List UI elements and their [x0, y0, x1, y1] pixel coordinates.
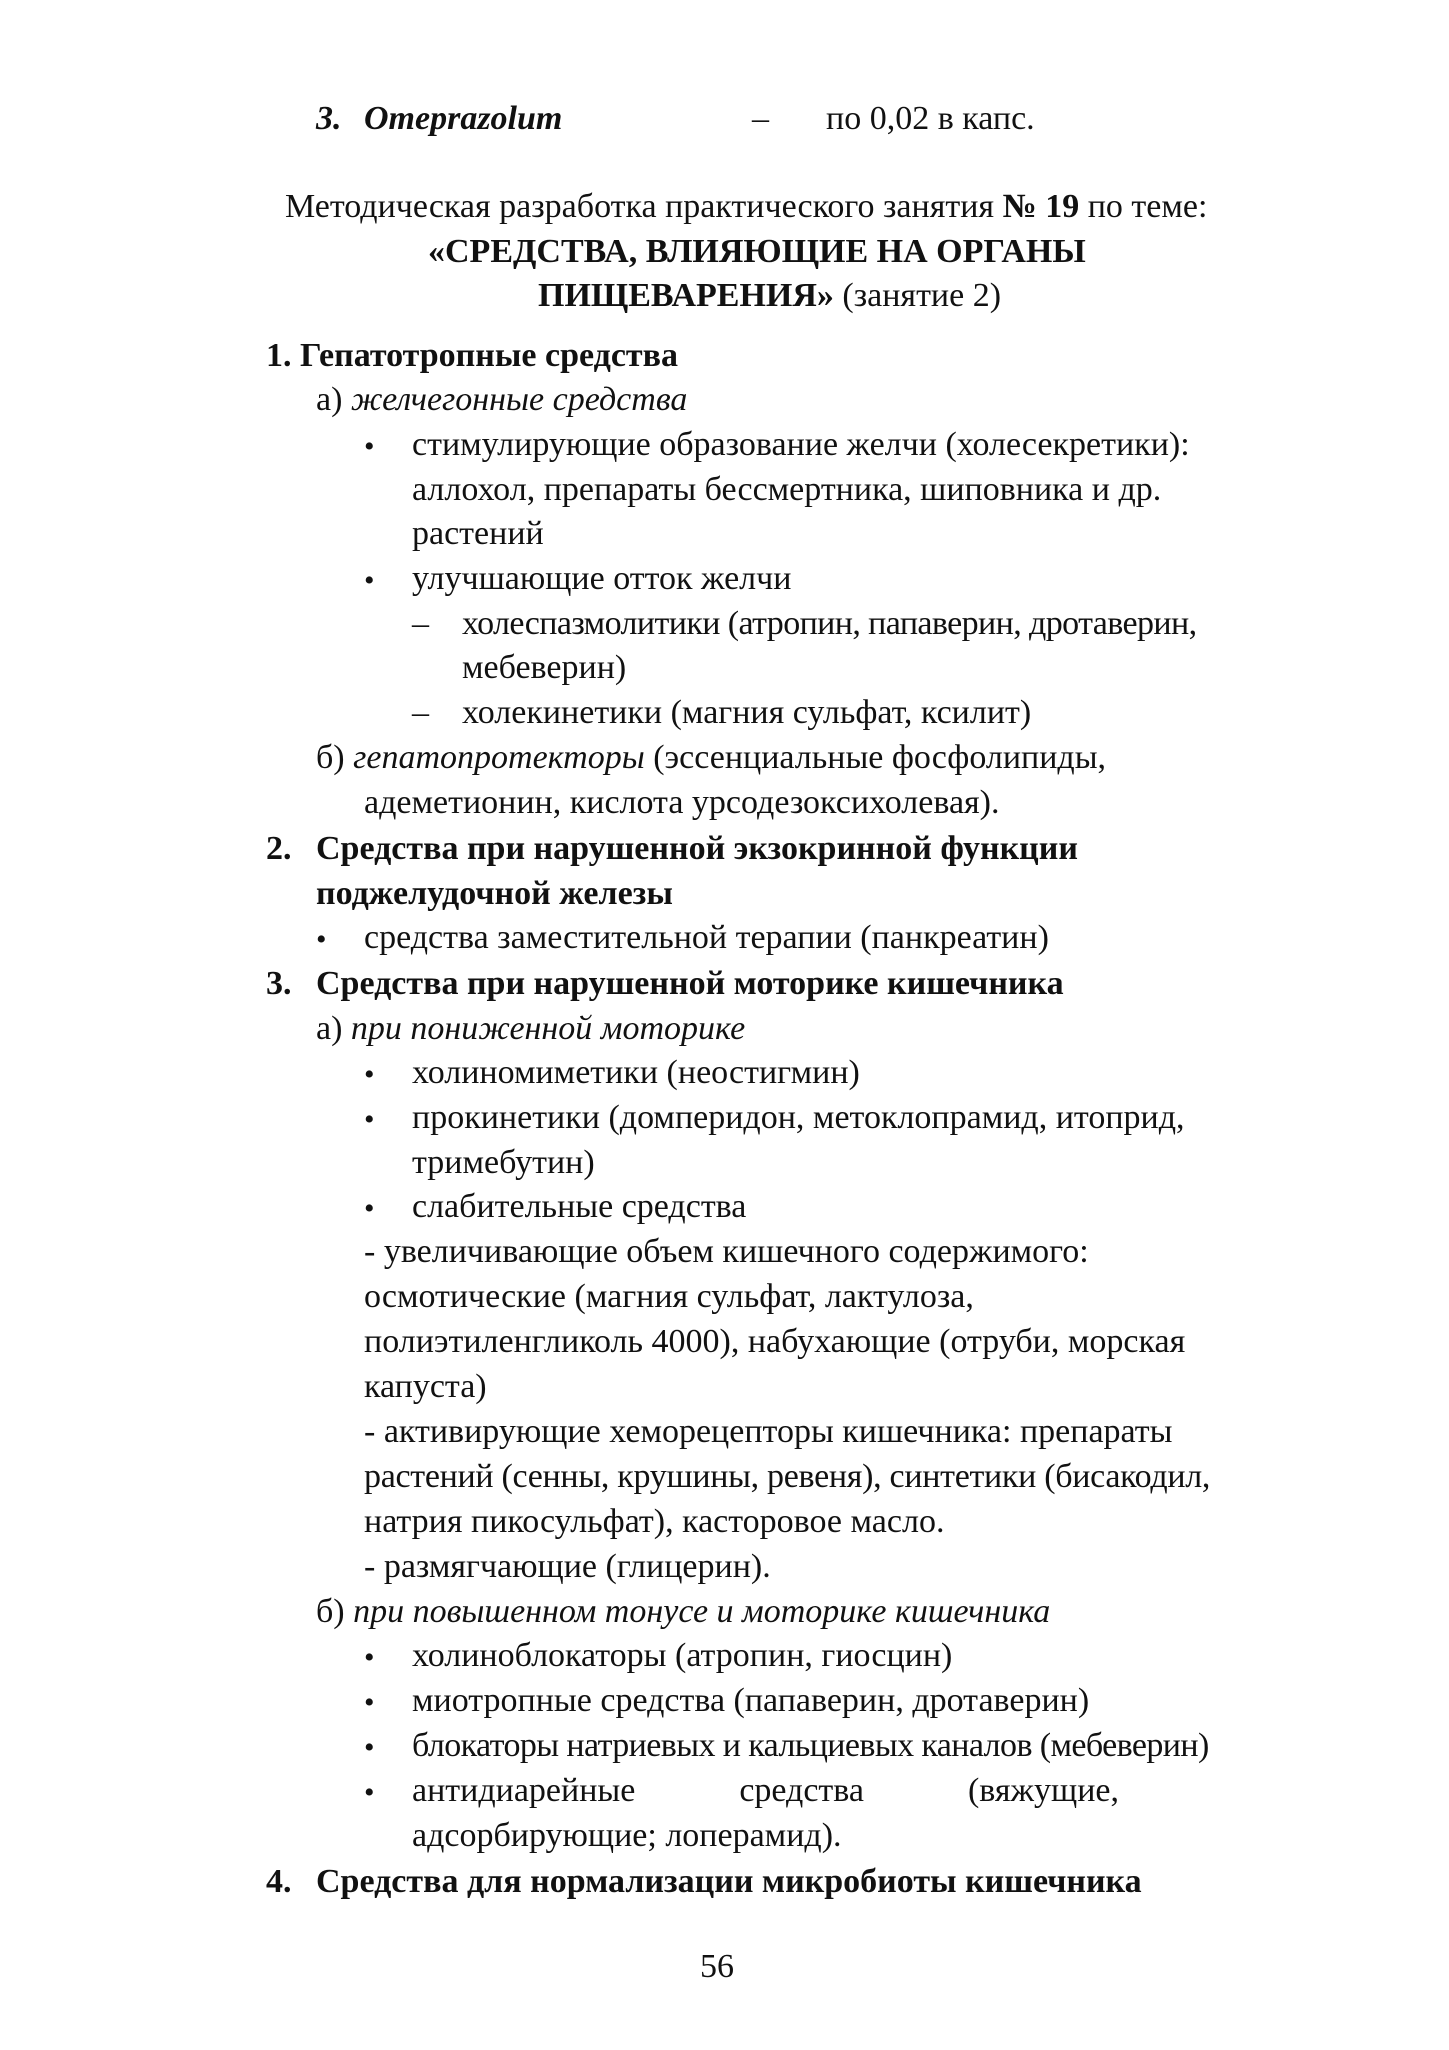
s3a-bullet-2-line-2: тримебутин): [412, 1144, 595, 1181]
section-2-title-line-2: поджелудочной железы: [316, 875, 673, 912]
lesson-number: № 19: [1002, 188, 1080, 225]
s3a-paragraph-line-5: - активирующие хеморецепторы кишечника: препараты: [364, 1413, 1173, 1450]
bullet-icon: •: [364, 430, 375, 463]
bullet-icon: •: [364, 1192, 375, 1225]
section-1b-line-2: адеметионин, кислота урсодезоксихолевая).: [364, 784, 1000, 821]
section-1a-title: желчегонные средства: [350, 381, 688, 418]
section-3-number: 3.: [266, 965, 292, 1002]
section-3a-title: при пониженной моторике: [350, 1010, 746, 1047]
s1-bullet-1-line-1: стимулирующие образование желчи (холесекретики):: [412, 426, 1190, 463]
s3a-paragraph-line-7: натрия пикосульфат), касторовое масло.: [364, 1503, 945, 1540]
section-4-title: Средства для нормализации микробиоты кишечника: [316, 1863, 1142, 1900]
s3a-bullet-3: слабительные средства: [412, 1188, 747, 1225]
s3a-paragraph-line-2: осмотические (магния сульфат, лактулоза,: [364, 1278, 974, 1315]
s3b-bullet-4-line-2: адсорбирующие; лоперамид).: [412, 1817, 842, 1854]
s3a-paragraph-line-4: капуста): [364, 1368, 487, 1405]
bullet-icon: •: [364, 1058, 375, 1091]
page-number: 56: [700, 1948, 734, 1985]
section-1b-title: гепатопротекторы: [353, 739, 645, 776]
s3a-bullet-1: холиномиметики (неостигмин): [412, 1054, 860, 1091]
section-3b-title: при повышенном тонусе и моторике кишечника: [353, 1593, 1051, 1630]
s1-bullet-1-line-3: растений: [412, 515, 544, 552]
s3a-paragraph-line-1: - увеличивающие объем кишечного содержимого:: [364, 1233, 1089, 1270]
section-3-title: Средства при нарушенной моторике кишечника: [316, 965, 1064, 1002]
s1-bullet-2: улучшающие отток желчи: [412, 560, 792, 597]
bullet-icon: •: [364, 1776, 375, 1809]
s3b-bullet-4-word-2: средства: [739, 1772, 864, 1809]
top-item-dash: –: [752, 100, 769, 137]
top-item-dose: по 0,02 в капс.: [826, 100, 1035, 137]
s1-bullet-1-line-2: аллохол, препараты бессмертника, шиповника и др.: [412, 471, 1162, 508]
heading-lesson-note: (занятие 2): [833, 277, 1002, 314]
s1-dash-1-line-2: мебеверин): [462, 649, 627, 686]
top-item-drug-name: Omeprazolum: [364, 100, 563, 137]
section-1-title: 1. Гепатотропные средства: [266, 337, 678, 374]
heading-title-line-1: «СРЕДСТВА, ВЛИЯЮЩИЕ НА ОРГАНЫ: [428, 233, 1086, 270]
section-1b-prefix: б): [316, 739, 354, 776]
section-1b-rest: (эссенциальные фосфолипиды,: [644, 739, 1107, 776]
section-3b-prefix: б): [316, 1593, 354, 1630]
s3a-bullet-2-line-1: прокинетики (домперидон, метоклопрамид, итоприд,: [412, 1099, 1185, 1136]
dash-icon: –: [412, 605, 429, 642]
heading-title-bold: ПИЩЕВАРЕНИЯ»: [538, 277, 834, 314]
s1-dash-2: холекинетики (магния сульфат, ксилит): [462, 694, 1032, 731]
section-3a-heading: [316, 1006, 745, 1052]
bullet-icon: •: [364, 1731, 375, 1764]
bullet-icon: •: [316, 923, 327, 956]
bullet-icon: •: [364, 1641, 375, 1674]
heading-prefix: Методическая разработка практического занятия: [285, 188, 1003, 225]
s3b-bullet-1: холиноблокаторы (атропин, гиосцин): [412, 1637, 953, 1674]
section-2-title-line-1: Средства при нарушенной экзокринной функции: [316, 830, 1078, 867]
section-2-number: 2.: [266, 830, 292, 867]
bullet-icon: •: [364, 1103, 375, 1136]
s3b-bullet-4-line-1: [412, 1768, 1119, 1814]
s3a-paragraph-line-6: растений (сенны, крушины, ревеня), синтетики (бисакодил,: [364, 1458, 1211, 1495]
section-1a-heading: [316, 377, 687, 423]
section-3b-heading: [316, 1589, 1050, 1635]
heading-title-line-2: [538, 273, 1001, 319]
bullet-icon: •: [364, 564, 375, 597]
s3a-paragraph-line-3: полиэтиленгликоль 4000), набухающие (отруби, морская: [364, 1323, 1186, 1360]
dash-icon: –: [412, 694, 429, 731]
heading-suffix: по теме:: [1079, 188, 1208, 225]
section-1b-heading: [316, 735, 1106, 781]
s3b-bullet-3: блокаторы натриевых и кальциевых каналов (мебеверин): [412, 1727, 1209, 1764]
s3a-paragraph-line-8: - размягчающие (глицерин).: [364, 1548, 771, 1585]
s2-bullet: средства заместительной терапии (панкреатин): [364, 919, 1049, 956]
section-4-number: 4.: [266, 1863, 292, 1900]
s3b-bullet-4-word-1: антидиарейные: [412, 1772, 636, 1809]
s1-dash-1-line-1: холеспазмолитики (атропин, папаверин, дротаверин,: [462, 605, 1197, 642]
heading-line-1: [285, 184, 1207, 230]
s3b-bullet-4-word-3: (вяжущие,: [967, 1772, 1119, 1809]
section-1a-prefix: а): [316, 381, 351, 418]
bullet-icon: •: [364, 1686, 375, 1719]
s3b-bullet-2: миотропные средства (папаверин, дротаверин): [412, 1682, 1090, 1719]
section-3a-prefix: а): [316, 1010, 351, 1047]
top-item-number: 3.: [316, 100, 342, 137]
